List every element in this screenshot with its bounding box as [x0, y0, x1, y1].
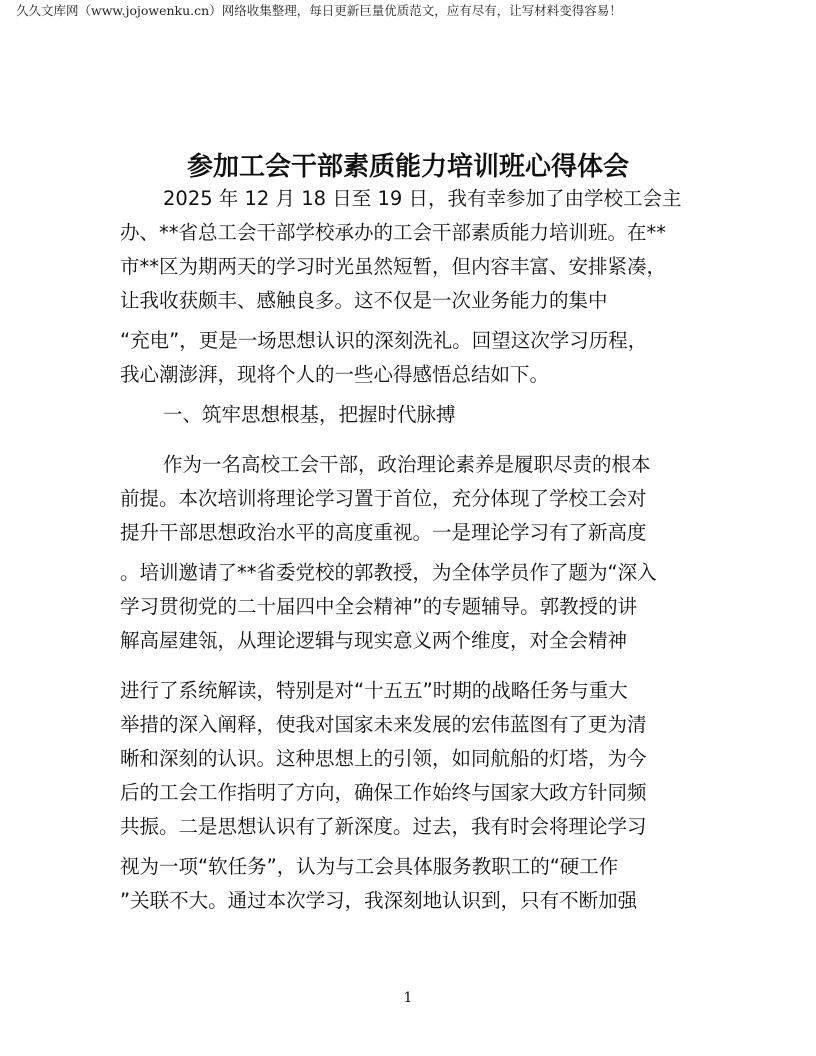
document-title: 参加工会干部素质能力培训班心得体会 [186, 152, 629, 182]
paragraph-line: 让我收获颇丰、感触良多。这不仅是一次业务能力的集中 [120, 289, 608, 312]
paragraph-line: 学习贯彻党的二十届四中全会精神”的专题辅导。郭教授的讲 [120, 595, 638, 618]
paragraph-line: 提升干部思想政治水平的高度重视。一是理论学习有了新高度 [120, 521, 647, 544]
paragraph-line: 。培训邀请了**省委党校的郭教授，为全体学员作了题为“深入 [120, 561, 657, 584]
paragraph-line: 后的工会工作指明了方向，确保工作始终与国家大政方针同频 [120, 781, 647, 804]
paragraph-line: 办、**省总工会干部学校承办的工会干部素质能力培训班。在** [120, 221, 667, 244]
paragraph-line: 进行了系统解读，特别是对“十五五”时期的战略任务与重大 [120, 679, 628, 702]
paragraph-line: 我心潮澎湃，现将个人的一些心得感悟总结如下。 [120, 363, 550, 386]
section-heading: 一、筑牢思想根基，把握时代脉搏 [163, 403, 456, 426]
page-header: 久久文库网（www.jojowenku.cn）网络收集整理，每日更新巨量优质范文，应有尽有，让写材料变得容易！ [16, 3, 622, 18]
paragraph-line: 晰和深刻的认识。这种思想上的引领，如同航船的灯塔，为今 [120, 747, 647, 770]
paragraph-line: 前提。本次培训将理论学习置于首位，充分体现了学校工会对 [120, 487, 647, 510]
paragraph-line: 解高屋建瓴，从理论逻辑与现实意义两个维度，对全会精神 [120, 629, 628, 652]
paragraph-line: 举措的深入阐释，使我对国家未来发展的宏伟蓝图有了更为清 [120, 713, 647, 736]
paragraph-line: 视为一项“软任务”，认为与工会具体服务教职工的“硬工作 [120, 855, 619, 878]
paragraph-line: ”关联不大。通过本次学习，我深刻地认识到，只有不断加强 [120, 889, 638, 912]
paragraph-line: 作为一名高校工会干部，政治理论素养是履职尽责的根本 [163, 453, 651, 476]
paragraph-line: 2025 年 12 月 18 日至 19 日，我有幸参加了由学校工会主 [163, 187, 682, 210]
paragraph-line: 共振。二是思想认识有了新深度。过去，我有时会将理论学习 [120, 815, 647, 838]
paragraph-line: 市**区为期两天的学习时光虽然短暂，但内容丰富、安排紧凑， [120, 255, 667, 278]
page-number: 1 [403, 990, 413, 1006]
paragraph-line: “充电”，更是一场思想认识的深刻洗礼。回望这次学习历程， [120, 329, 648, 352]
